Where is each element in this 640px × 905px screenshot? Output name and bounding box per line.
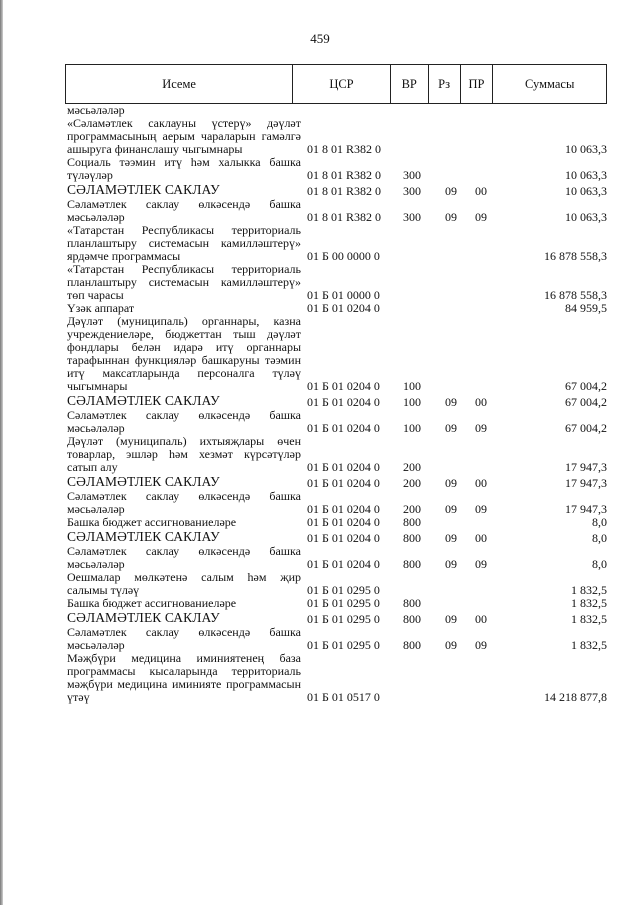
cell-csr: 01 8 01 R382 0 (307, 210, 382, 224)
cell-csr: 01 Б 01 0295 0 (307, 612, 380, 626)
cell-pr: 00 (475, 531, 487, 545)
cell-name: Оешмалар мөлкәтенә салым һәм җир салымы түләү (67, 570, 301, 597)
cell-sum: 17 947,3 (565, 502, 607, 516)
cell-name: «Татарстан Республикасы территориаль планлаштыру системасын камилләштерү» төп чарасы (67, 262, 301, 302)
cell-name: «Татарстан Республикасы территориаль планлаштыру системасын камилләштерү» ярдәмче программасы (67, 223, 301, 263)
cell-vr: 800 (403, 596, 421, 610)
cell-csr: 01 Б 01 0204 0 (307, 557, 380, 571)
cell-sum: 10 063,3 (565, 168, 607, 182)
cell-vr: 100 (403, 395, 421, 409)
cell-csr: 01 Б 01 0000 0 (307, 288, 380, 302)
cell-rz: 09 (445, 395, 457, 409)
table-row (65, 516, 607, 529)
cell-vr: 800 (403, 638, 421, 652)
cell-rz: 09 (445, 557, 457, 571)
cell-csr: 01 Б 01 0204 0 (307, 502, 380, 516)
table-row (65, 156, 607, 182)
cell-sum: 8,0 (592, 531, 607, 545)
table-row (65, 474, 607, 490)
cell-name: Мәҗбүри медицина иминиятенең база программасы кысаларында территориаль мәҗбүри медицина иминияте программасын үтәү (67, 651, 301, 704)
cell-csr: 01 Б 01 0204 0 (307, 379, 380, 393)
cell-csr: 01 Б 01 0295 0 (307, 596, 380, 610)
cell-name: СӘЛАМӘТЛЕК САКЛАУ (67, 529, 220, 544)
cell-sum: 1 832,5 (571, 612, 607, 626)
cell-sum: 16 878 558,3 (544, 249, 607, 263)
cell-vr: 200 (403, 476, 421, 490)
cell-rz: 09 (445, 421, 457, 435)
cell-sum: 1 832,5 (571, 596, 607, 610)
cell-rz: 09 (445, 531, 457, 545)
cell-vr: 200 (403, 502, 421, 516)
cell-rz: 09 (445, 184, 457, 198)
cell-csr: 01 Б 01 0204 0 (307, 531, 380, 545)
header-name: Исеме (162, 76, 196, 91)
cell-pr: 00 (475, 476, 487, 490)
cell-pr: 00 (475, 184, 487, 198)
cell-csr: 01 8 01 R382 0 (307, 168, 382, 182)
table-row (65, 490, 607, 516)
header-csr: ЦСР (292, 65, 390, 103)
cell-name: мәсьәләләр (67, 103, 125, 117)
cell-name: Дәүләт (муниципаль) органнары, казна учреждениеләре, бюджеттан тыш дәүләт фондлары белән идарә итү органнары тарафыннан функцияләр башкаруны тәэмин итү максатларында персоналга түләү чыгымнары (67, 314, 301, 393)
cell-name: Сәламәтлек саклау өлкәсендә башка мәсьәләләр (67, 544, 301, 571)
table-row (65, 393, 607, 409)
cell-name: «Сәламәтлек саклауны үстерү» дәүләт программасының аерым чараларын гамәлгә ашыруга финанслашу чыгымнары (67, 116, 301, 156)
budget-table (65, 64, 607, 704)
cell-vr: 800 (403, 557, 421, 571)
cell-csr: 01 Б 01 0204 0 (307, 421, 380, 435)
cell-vr: 300 (403, 168, 421, 182)
cell-name: СӘЛАМӘТЛЕК САКЛАУ (67, 182, 220, 197)
table-row (65, 315, 607, 393)
cell-pr: 09 (475, 502, 487, 516)
cell-vr: 800 (403, 531, 421, 545)
cell-vr: 300 (403, 210, 421, 224)
cell-sum: 67 004,2 (565, 379, 607, 393)
cell-vr: 800 (403, 515, 421, 529)
cell-vr: 300 (403, 184, 421, 198)
scan-edge (0, 0, 3, 905)
cell-sum: 14 218 877,8 (544, 690, 607, 704)
cell-csr: 01 Б 01 0517 0 (307, 690, 380, 704)
cell-sum: 67 004,2 (565, 395, 607, 409)
cell-sum: 10 063,3 (565, 184, 607, 198)
cell-name: Социаль тәэмин итү һәм халыкка башка түләүләр (67, 155, 301, 182)
table-row (65, 652, 607, 704)
cell-sum: 16 878 558,3 (544, 288, 607, 302)
table-row (65, 597, 607, 610)
header-pr: ПР (460, 65, 493, 103)
table-row (65, 409, 607, 435)
table-row (65, 545, 607, 571)
cell-csr: 01 Б 01 0204 0 (307, 476, 380, 490)
cell-csr: 01 Б 00 0000 0 (307, 249, 380, 263)
cell-csr: 01 Б 01 0204 0 (307, 395, 380, 409)
cell-sum: 17 947,3 (565, 460, 607, 474)
cell-name: Дәүләт (муниципаль) ихтыяҗлары өчен товарлар, эшләр һәм хезмәт күрсәтүләр сатып алу (67, 434, 301, 474)
cell-sum: 67 004,2 (565, 421, 607, 435)
table-row (65, 626, 607, 652)
table-row (65, 571, 607, 597)
cell-name: СӘЛАМӘТЛЕК САКЛАУ (67, 474, 220, 489)
cell-sum: 10 063,3 (565, 142, 607, 156)
cell-sum: 1 832,5 (571, 638, 607, 652)
cell-sum: 8,0 (592, 515, 607, 529)
cell-csr: 01 Б 01 0295 0 (307, 583, 380, 597)
page-number: 459 (310, 31, 330, 46)
cell-pr: 09 (475, 638, 487, 652)
cell-vr: 100 (403, 379, 421, 393)
cell-vr: 200 (403, 460, 421, 474)
table-body (65, 104, 607, 704)
cell-rz: 09 (445, 476, 457, 490)
cell-sum: 8,0 (592, 557, 607, 571)
cell-name: СӘЛАМӘТЛЕК САКЛАУ (67, 610, 220, 625)
cell-csr: 01 Б 01 0295 0 (307, 638, 380, 652)
cell-pr: 00 (475, 612, 487, 626)
table-row (65, 117, 607, 156)
cell-name: Сәламәтлек саклау өлкәсендә башка мәсьәләләр (67, 489, 301, 516)
table-row (65, 263, 607, 302)
cell-name: Башка бюджет ассигнованиеләре (67, 515, 237, 529)
cell-vr: 100 (403, 421, 421, 435)
cell-sum: 17 947,3 (565, 476, 607, 490)
cell-rz: 09 (445, 612, 457, 626)
table-row (65, 182, 607, 198)
cell-sum: 10 063,3 (565, 210, 607, 224)
cell-name: СӘЛАМӘТЛЕК САКЛАУ (67, 393, 220, 408)
cell-rz: 09 (445, 210, 457, 224)
cell-csr: 01 Б 01 0204 0 (307, 460, 380, 474)
cell-sum: 84 959,5 (565, 301, 607, 315)
cell-name: Сәламәтлек саклау өлкәсендә башка мәсьәләләр (67, 197, 301, 224)
table-row (65, 610, 607, 626)
cell-sum: 1 832,5 (571, 583, 607, 597)
header-vr: ВР (390, 65, 428, 103)
cell-rz: 09 (445, 638, 457, 652)
cell-csr: 01 Б 01 0204 0 (307, 301, 380, 315)
cell-name: Башка бюджет ассигнованиеләре (67, 596, 237, 610)
table-header (65, 64, 607, 104)
cell-csr: 01 8 01 R382 0 (307, 142, 382, 156)
table-row (65, 198, 607, 224)
cell-csr: 01 Б 01 0204 0 (307, 515, 380, 529)
cell-rz: 09 (445, 502, 457, 516)
cell-name: Сәламәтлек саклау өлкәсендә башка мәсьәләләр (67, 625, 301, 652)
table-row (65, 435, 607, 474)
header-rz: Рз (428, 65, 460, 103)
cell-pr: 09 (475, 421, 487, 435)
table-row (65, 224, 607, 263)
header-sum: Суммасы (492, 65, 606, 103)
cell-pr: 00 (475, 395, 487, 409)
cell-name: Үзәк аппарат (67, 301, 135, 315)
cell-pr: 09 (475, 210, 487, 224)
cell-csr: 01 8 01 R382 0 (307, 184, 382, 198)
table-row (65, 529, 607, 545)
cell-pr: 09 (475, 557, 487, 571)
cell-vr: 800 (403, 612, 421, 626)
cell-name: Сәламәтлек саклау өлкәсендә башка мәсьәләләр (67, 408, 301, 435)
